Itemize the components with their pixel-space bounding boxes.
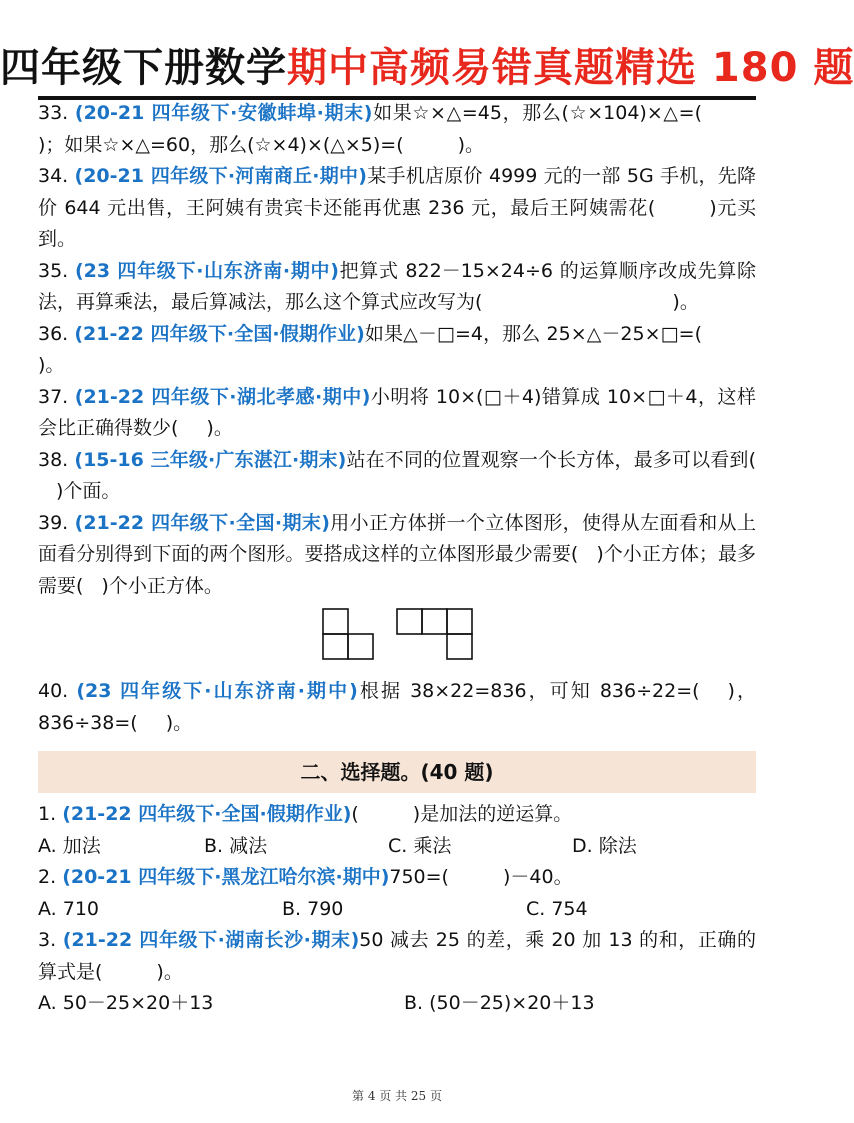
option-b[interactable]: B. 790 [282,897,344,920]
question-source: (20-21 四年级下·安徽蚌埠·期末) [74,102,373,124]
option-b[interactable]: B. 减法 [204,834,268,857]
option-a[interactable]: A. 加法 [38,834,101,857]
question-40: 40. (23 四年级下·山东济南·期中)根据 38×22=836，可知 836÷22=( )，836÷38=( )。 [38,680,757,734]
choice-options [38,831,756,863]
page-title [0,36,854,93]
section-heading: 二、选择题。(40 题) [38,751,756,793]
title-black-part: 四年级下册数学 [0,45,287,91]
choice-question-2: 2. (20-21 四年级下·黑龙江哈尔滨·期中)750=( )－40。 [38,866,573,888]
question-source: (15-16 三年级·广东湛江·期末) [74,448,347,471]
choice-question-3: 3. (21-22 四年级下·湖南长沙·期末)50 减去 25 的差，乘 20 加 13 的和，正确的算式是( )。 [38,929,756,983]
option-d[interactable]: D. 除法 [572,834,637,857]
choice-options [38,894,756,926]
cube-views-figure [38,608,756,674]
question-source: (23 四年级下·山东济南·期中) [74,259,339,282]
choice-options [38,988,756,1020]
question-37: 37. (21-22 四年级下·湖北孝感·期中)小明将 10×(□＋4)错算成 10×□＋4，这样会比正确得数少( )。 [38,385,757,439]
question-list [38,98,756,1020]
top-view-figure [396,608,473,660]
option-a[interactable]: A. 50－25×20＋13 [38,992,214,1014]
question-source: (21-22 四年级下·湖南长沙·期末) [62,929,360,951]
option-b[interactable]: B. (50－25)×20＋13 [404,992,595,1014]
question-source: (20-21 四年级下·黑龙江哈尔滨·期中) [62,866,390,888]
question-34: 34. (20-21 四年级下·河南商丘·期中)某手机店原价 4999 元的一部 5G 手机，先降价 644 元出售，王阿姨有贵宾卡还能再优惠 236 元，最后王阿姨需花( )元买到。 [38,165,757,250]
question-35: 35. (23 四年级下·山东济南·期中)把算式 822－15×24÷6 的运算顺序改成先算除法，再算乘法，最后算减法，那么这个算式应改写为( )。 [38,259,756,313]
option-c[interactable]: C. 754 [526,897,588,920]
option-c[interactable]: C. 乘法 [388,834,452,857]
title-red-part: 期中高频易错真题精选 180 题 [287,45,854,91]
question-source: (21-22 四年级下·全国·假期作业) [62,803,352,825]
question-39: 39. (21-22 四年级下·全国·期末)用小正方体拼一个立体图形，使得从左面看和从上面看分别得到下面的两个图形。要搭成这样的立体图形最少需要( )个小正方体；最多需要( )个小正方体。 [38,511,757,597]
question-source: (21-22 四年级下·湖北孝感·期中) [74,385,371,408]
question-source: (21-22 四年级下·全国·期末) [74,511,330,534]
page-footer: 第 4 页 共 25 页 [352,1089,442,1103]
question-33: 33. (20-21 四年级下·安徽蚌埠·期末)如果☆×△=45，那么(☆×104)×△=()；如果☆×△=60，那么(☆×4)×(△×5)=( )。 [38,102,702,156]
question-source: (23 四年级下·山东济南·期中) [76,680,358,702]
choice-question-1: 1. (21-22 四年级下·全国·假期作业)( )是加法的逆运算。 [38,803,573,825]
question-source: (21-22 四年级下·全国·假期作业) [74,322,365,345]
question-38: 38. (15-16 三年级·广东湛江·期末)站在不同的位置观察一个长方体，最多可以看到()个面。 [38,448,756,502]
option-a[interactable]: A. 710 [38,897,100,920]
question-source: (20-21 四年级下·河南商丘·期中) [74,165,367,187]
question-36: 36. (21-22 四年级下·全国·假期作业)如果△－□=4，那么 25×△－25×□=()。 [38,322,703,376]
left-view-figure [322,608,374,660]
